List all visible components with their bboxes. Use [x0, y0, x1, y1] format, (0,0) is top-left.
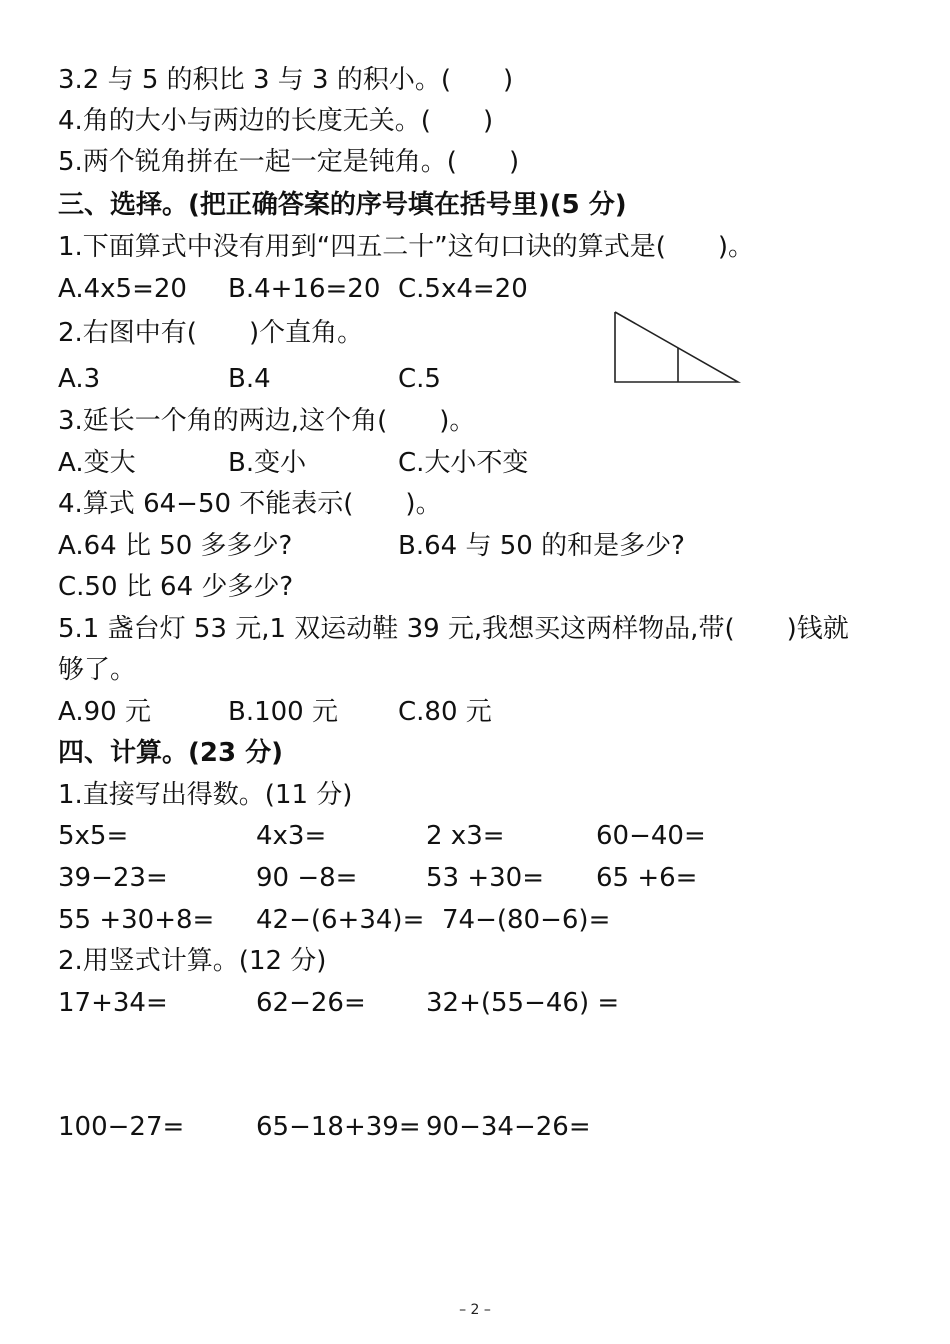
calc-part2-title: 2.用竖式计算。(12 分) — [58, 946, 327, 976]
calc-item: 39−23= — [58, 863, 168, 893]
calc-item: 60−40= — [596, 821, 706, 851]
calc-item: 100−27= — [58, 1112, 185, 1142]
calc-part1-title: 1.直接写出得数。(11 分) — [58, 780, 353, 810]
choice-question-1: 1.下面算式中没有用到“四五二十”这句口诀的算式是( )。 — [58, 232, 755, 262]
right-triangle-figure — [604, 302, 750, 392]
calc-item: 55 +30+8= — [58, 905, 215, 935]
triangle-outline — [615, 312, 738, 382]
choice-4-option-c: C.50 比 64 少多少? — [58, 572, 294, 602]
section-heading-calc: 四、计算。(23 分) — [58, 738, 283, 768]
calc-item: 4x3= — [256, 821, 327, 851]
choice-3-option-c: C.大小不变 — [398, 448, 529, 478]
choice-1-option-a: A.4x5=20 — [58, 274, 187, 304]
choice-3-option-a: A.变大 — [58, 448, 136, 478]
calc-item: 74−(80−6)= — [442, 905, 611, 935]
calc-item: 32+(55−46) = — [426, 988, 620, 1018]
calc-item: 5x5= — [58, 821, 129, 851]
choice-2-option-c: C.5 — [398, 364, 441, 394]
judge-question-3: 3.2 与 5 的积比 3 与 3 的积小。( ) — [58, 65, 514, 95]
choice-question-2: 2.右图中有( )个直角。 — [58, 318, 364, 348]
choice-2-option-b: B.4 — [228, 364, 271, 394]
calc-item: 17+34= — [58, 988, 168, 1018]
calc-item: 90 −8= — [256, 863, 358, 893]
calc-item: 42−(6+34)= — [256, 905, 425, 935]
choice-5-option-b: B.100 元 — [228, 697, 338, 727]
calc-item: 90−34−26= — [426, 1112, 591, 1142]
choice-3-option-b: B.变小 — [228, 448, 307, 478]
judge-question-5: 5.两个锐角拼在一起一定是钝角。( ) — [58, 147, 520, 177]
page-number: – 2 – — [459, 1302, 491, 1318]
choice-5-option-c: C.80 元 — [398, 697, 492, 727]
choice-1-option-c: C.5x4=20 — [398, 274, 528, 304]
choice-question-4: 4.算式 64−50 不能表示( )。 — [58, 489, 442, 519]
choice-2-option-a: A.3 — [58, 364, 101, 394]
calc-item: 65−18+39= — [256, 1112, 421, 1142]
calc-item: 65 +6= — [596, 863, 698, 893]
choice-1-option-b: B.4+16=20 — [228, 274, 381, 304]
choice-question-5-cont: 够了。 — [58, 655, 137, 685]
choice-question-3: 3.延长一个角的两边,这个角( )。 — [58, 406, 476, 436]
calc-item: 53 +30= — [426, 863, 545, 893]
choice-5-option-a: A.90 元 — [58, 697, 151, 727]
choice-question-5: 5.1 盏台灯 53 元,1 双运动鞋 39 元,我想买这两样物品,带( )钱就 — [58, 614, 849, 644]
calc-item: 62−26= — [256, 988, 366, 1018]
section-heading-choice: 三、选择。(把正确答案的序号填在括号里)(5 分) — [58, 190, 627, 220]
calc-item: 2 x3= — [426, 821, 505, 851]
choice-4-option-a: A.64 比 50 多多少? — [58, 531, 293, 561]
judge-question-4: 4.角的大小与两边的长度无关。( ) — [58, 106, 494, 136]
choice-4-option-b: B.64 与 50 的和是多少? — [398, 531, 685, 561]
